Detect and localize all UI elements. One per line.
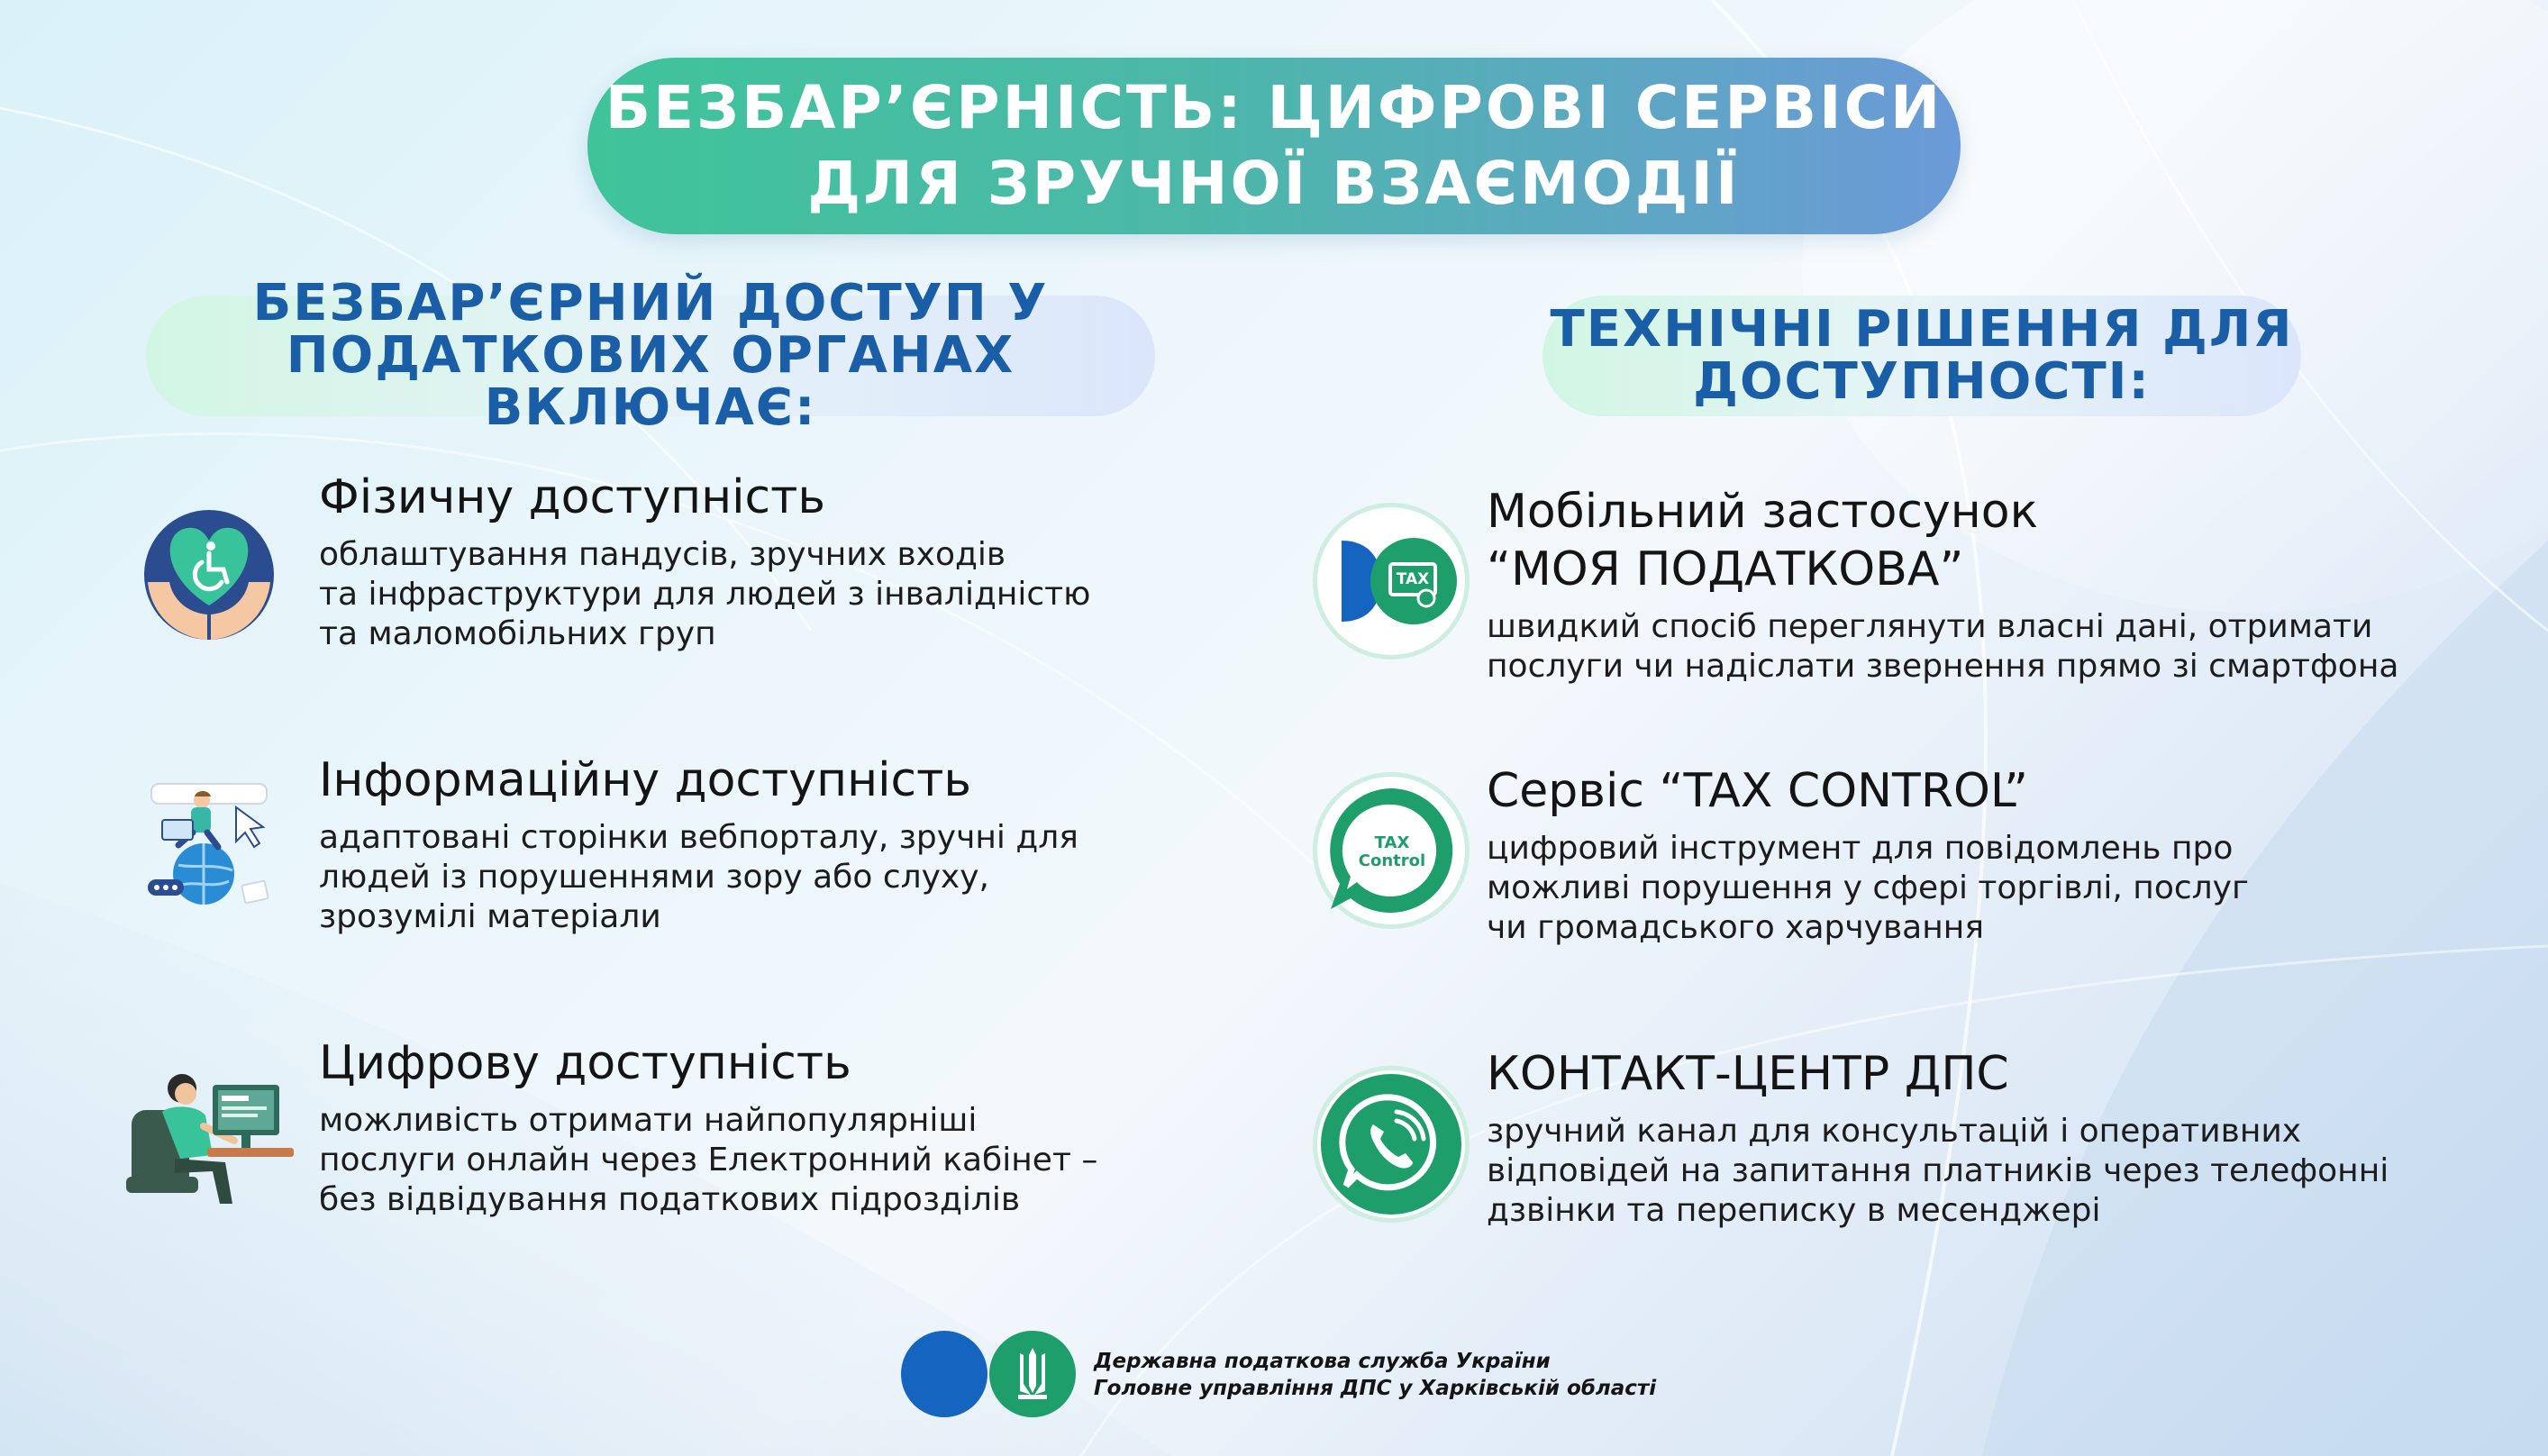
left-item-title: Інформаційну доступність <box>319 753 972 807</box>
right-item-contact-center <box>1487 1045 2389 1231</box>
left-heading-line2: ПОДАТКОВИХ ОРГАНАХ ВКЛЮЧАЄ: <box>286 326 1015 437</box>
left-item-desc <box>319 818 1078 937</box>
desc-line: зручний канал для консультацій і оперативних <box>1487 1113 2302 1150</box>
right-heading-line2: ДОСТУПНОСТІ: <box>1693 352 2151 411</box>
svg-text:TAX: TAX <box>1374 833 1410 852</box>
desc-line: без відвідування податкових підрозділів <box>319 1181 1021 1218</box>
desc-line: та інфраструктури для людей з інвалідністю <box>319 576 1091 613</box>
desc-line: дзвінки та переписку в месенджері <box>1487 1192 2101 1229</box>
desc-line: цифровий інструмент для повідомлень про <box>1487 830 2234 867</box>
desc-line: адаптовані сторінки вебпорталу, зручні для <box>319 819 1078 856</box>
desc-line: послуги онлайн через Електронний кабінет – <box>319 1142 1098 1178</box>
left-section-heading <box>146 274 1155 437</box>
desc-line: та маломобільних груп <box>319 615 716 652</box>
main-title-banner <box>587 58 1961 234</box>
svg-text:TAX: TAX <box>1396 570 1430 588</box>
left-item-desc <box>319 535 1090 654</box>
left-item-physical <box>319 469 1090 654</box>
left-item-title: Фізичну доступність <box>319 470 826 524</box>
wheelchair-hands-icon <box>142 499 276 643</box>
computer-operator-icon <box>126 1069 297 1206</box>
right-heading-line1: ТЕХНІЧНІ РІШЕННЯ ДЛЯ <box>1550 300 2294 359</box>
left-heading-line1: БЕЗБАР’ЄРНИЙ ДОСТУП У <box>252 274 1049 332</box>
phone-chat-icon <box>1317 1070 1465 1218</box>
desc-line: людей із порушеннями зору або слуху, <box>319 859 989 896</box>
svg-text:Control: Control <box>1358 851 1426 870</box>
tax-control-chat-icon <box>1317 777 1465 924</box>
tax-app-icon <box>1317 507 1465 655</box>
left-item-digital <box>319 1034 1097 1220</box>
desc-line: зрозумілі матеріали <box>319 898 661 935</box>
main-title-line1: БЕЗБАР’ЄРНІСТЬ: ЦИФРОВІ СЕРВІСИ <box>605 73 1943 142</box>
desc-line: можливість отримати найпопулярніші <box>319 1102 978 1139</box>
desc-line: відповідей на запитання платників через телефонні <box>1487 1152 2389 1189</box>
dps-logo <box>899 1328 1079 1420</box>
right-item-title-line: Мобільний застосунок <box>1487 485 2038 539</box>
right-item-title-line: КОНТАКТ-ЦЕНТР ДПС <box>1487 1047 2009 1101</box>
left-item-informational <box>319 751 1078 937</box>
right-item-tax-control <box>1487 762 2249 948</box>
main-title-line2: ДЛЯ ЗРУЧНОЇ ВЗАЄМОДІЇ <box>807 149 1741 218</box>
right-item-desc <box>1487 1112 2389 1231</box>
desc-line: швидкий спосіб переглянути власні дані, отримати <box>1487 608 2373 645</box>
info-accessibility-icon <box>142 780 278 908</box>
desc-line: можливі порушення у сфері торгівлі, послуг <box>1487 869 2249 906</box>
footer-org-text <box>1094 1348 1656 1402</box>
right-item-desc <box>1487 607 2398 687</box>
right-item-desc <box>1487 829 2249 948</box>
left-item-desc <box>319 1101 1097 1220</box>
right-item-title-line: Сервіс “TAX CONTROL” <box>1487 764 2029 818</box>
footer-line1: Державна податкова служба України <box>1094 1350 1551 1373</box>
right-section-heading <box>1542 296 2301 416</box>
desc-line: облаштування пандусів, зручних входів <box>319 536 1006 573</box>
left-item-title: Цифрову доступність <box>319 1036 851 1090</box>
right-item-mobile-app <box>1487 483 2398 687</box>
right-item-title-line: “МОЯ ПОДАТКОВА” <box>1487 542 1964 596</box>
footer-line2: Головне управління ДПС у Харківській області <box>1094 1377 1657 1400</box>
desc-line: послуги чи надіслати звернення прямо зі смартфона <box>1487 648 2399 685</box>
desc-line: чи громадського харчування <box>1487 909 1984 946</box>
